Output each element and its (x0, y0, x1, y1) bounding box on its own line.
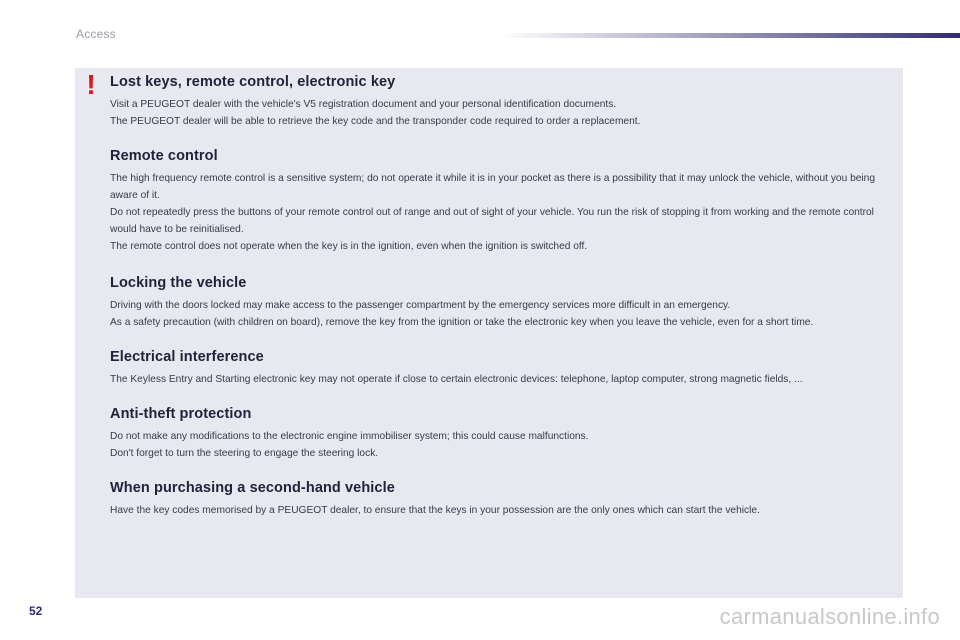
block-remote-control (110, 148, 900, 255)
paragraphs-electrical-interference (110, 371, 900, 388)
heading-remote-control: Remote control (110, 148, 218, 164)
heading-locking-vehicle: Locking the vehicle (110, 275, 247, 291)
block-lost-keys (110, 74, 900, 130)
paragraph: The high frequency remote control is a sensitive system; do not operate it while it is in your pocket as there is a possibility that it may unlock the vehicle, without you being aware of it. (110, 173, 876, 201)
heading-second-hand: When purchasing a second-hand vehicle (110, 480, 395, 496)
paragraphs-second-hand (110, 502, 900, 519)
paragraphs-anti-theft (110, 428, 900, 462)
heading-electrical-interference: Electrical interference (110, 349, 264, 365)
exclamation-icon: ! (86, 69, 96, 100)
watermark: carmanualsonline.info (719, 604, 940, 629)
page-number: 52 (29, 604, 43, 618)
heading-lost-keys: Lost keys, remote control, electronic key (110, 74, 396, 90)
paragraph: Have the key codes memorised by a PEUGEOT dealer, to ensure that the keys in your possession are the only ones which can start the vehicle. (110, 505, 760, 516)
paragraphs-remote-control (110, 170, 900, 255)
header-accent-bar (500, 33, 960, 38)
block-locking-vehicle (110, 275, 900, 331)
block-second-hand (110, 480, 900, 519)
paragraph: Don't forget to turn the steering to engage the steering lock. (110, 448, 379, 459)
paragraph: The PEUGEOT dealer will be able to retrieve the key code and the transponder code required to order a replacement. (110, 116, 641, 127)
paragraphs-locking-vehicle (110, 297, 900, 331)
block-electrical-interference (110, 349, 900, 388)
paragraph: As a safety precaution (with children on board), remove the key from the ignition or take the electronic key when you leave the vehicle, even for a short time. (110, 317, 814, 328)
block-anti-theft (110, 406, 900, 462)
warning-content (110, 74, 900, 519)
paragraph: The remote control does not operate when the key is in the ignition, even when the ignition is switched off. (110, 241, 588, 252)
paragraph: The Keyless Entry and Starting electronic key may not operate if close to certain electronic devices: telephone, laptop computer, strong magnetic fields, ... (110, 374, 803, 385)
paragraph: Do not make any modifications to the electronic engine immobiliser system; this could cause malfunctions. (110, 431, 589, 442)
heading-anti-theft: Anti-theft protection (110, 406, 252, 422)
paragraph: Visit a PEUGEOT dealer with the vehicle's V5 registration document and your personal identification documents. (110, 99, 617, 110)
section-title: Access (76, 27, 116, 41)
paragraph: Do not repeatedly press the buttons of your remote control out of range and out of sight of your vehicle. You run the risk of stopping it from working and the remote control would have to be reinitialised. (110, 207, 874, 235)
paragraph: Driving with the doors locked may make access to the passenger compartment by the emergency services more difficult in an emergency. (110, 300, 731, 311)
paragraphs-lost-keys (110, 96, 900, 130)
